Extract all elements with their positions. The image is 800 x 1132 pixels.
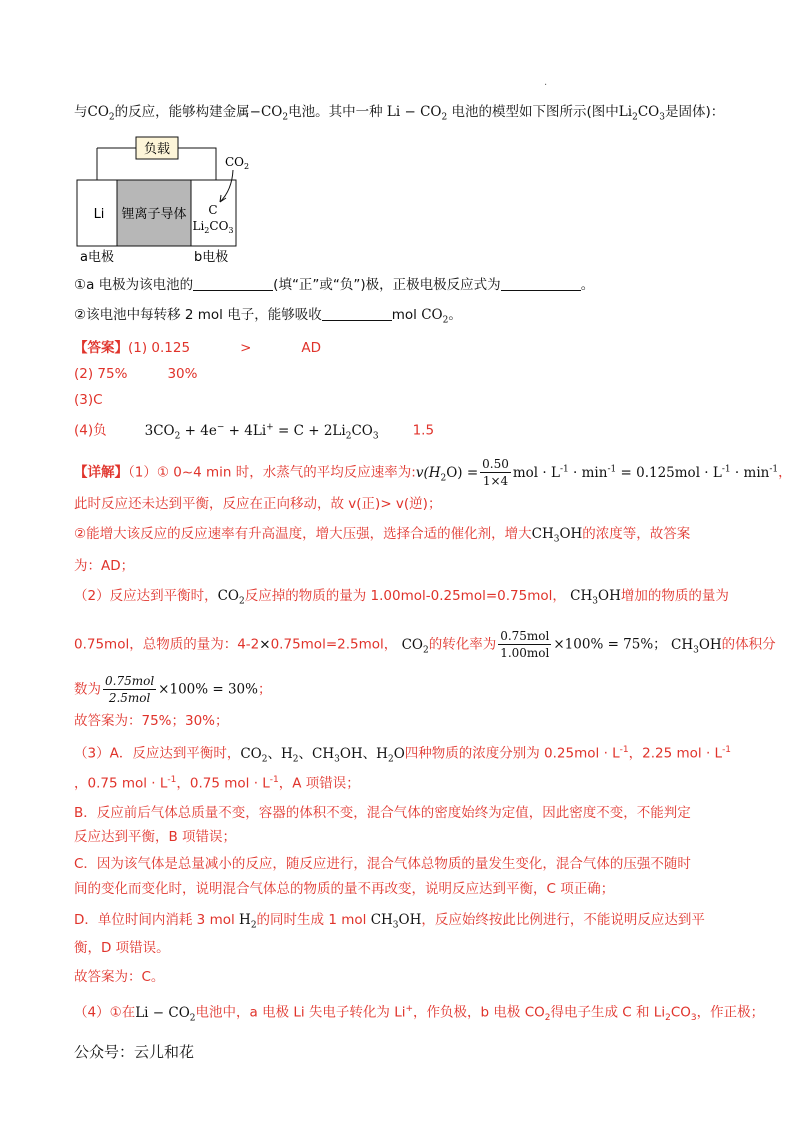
blank-1[interactable] — [193, 277, 273, 291]
detail-line-9: （3）A．反应达到平衡时，$CO_2$、$H_2$、$CH_3OH$、$H_2O$四种物质的浓度分别为 $0.25mol \cdot L^{-1}$，2.25 mol · $L^{-1}$ — [74, 745, 732, 765]
top-dot: · — [544, 80, 548, 91]
detail-line-17: 故答案为：C。 — [74, 969, 165, 985]
answer-2: (2) 75% 30% — [74, 366, 198, 382]
b-electrode-label: b电极 — [194, 250, 229, 265]
detail-line-12: 反应达到平衡，B 项错误； — [74, 829, 237, 845]
answer-3: (3)C — [74, 392, 103, 408]
detail-line-18: （4）①在$Li - CO_2$电池中，a 电极 Li 失电子转化为 Li+，作负极，b 电极 $CO_2$得电子生成 C 和 $Li_2CO_3$，作正极； — [74, 1004, 765, 1024]
detail-line-5: （2）反应达到平衡时，$CO_2$反应掉的物质的量为 1.00mol-0.25mol=0.75mol， $CH_3OH$增加的物质的量为 — [74, 588, 729, 607]
footer-text: 公众号：云儿和花 — [74, 1043, 195, 1061]
load-label: 负载 — [143, 142, 171, 157]
detail-line-10: ，0.75 mol · $L^{-1}$，0.75 mol · $L^{-1}$，A 项错误； — [74, 775, 360, 792]
detail-line-14: 间的变化而变化时，说明混合气体总的物质的量不再改变，说明反应达到平衡，C 项正确； — [74, 881, 615, 897]
detail-line-3: ②能增大该反应的反应速率有升高温度，增大压强，选择合适的催化剂，增大$CH_3OH$的浓度等，故答案 — [74, 526, 691, 545]
li-label: Li — [93, 207, 105, 222]
c-label: C — [208, 203, 218, 217]
co2-label: $CO_2$ — [225, 155, 250, 171]
detail-line-11: B．反应前后气体总质量不变，容器的体积不变，混合气体的密度始终为定值，因此密度不变，不能判定 — [74, 805, 691, 821]
answer-1: 【答案】(1) 0.125 > AD — [74, 340, 322, 356]
li2co3-label: $Li_2CO_3$ — [192, 219, 234, 235]
detail-line-7: 数为 $\frac{\text{0.75mol}}{\text{2.5mol}}$ ×100% = 30%； — [74, 674, 272, 705]
question-2: ②该电池中每转移 2 mol 电子，能够吸收 mol $CO_2$。 — [74, 307, 462, 326]
question-1: ①a 电极为该电池的 (填“正”或“负”)极，正极电极反应式为 。 — [74, 277, 595, 293]
detail-line-1: 【详解】（1）① 0~4 min 时，水蒸气的平均反应速率为$:v(H_2O)$ = $\frac{0.50}{1\times 4}$ mol · $L^{-1} \cdot \min^{-1} = 0.125mol \cdot L^{-1} \cdot \min^{-1}$， — [74, 457, 792, 488]
blank-2[interactable] — [501, 277, 581, 291]
detail-line-15: D．单位时间内消耗 3 mol $H_2$的同时生成 1 mol $CH_3OH$，反应始终按此比例进行，不能说明反应达到平 — [74, 912, 705, 931]
answer-4: (4)负 $3CO_2 + 4e^- + 4Li^+ = C + 2Li_2CO_3$ 1.5 — [74, 422, 435, 442]
blank-3[interactable] — [322, 307, 392, 321]
detail-line-16: 衡，D 项错误。 — [74, 940, 170, 956]
intro-line: 与$CO_2$的反应，能够构建金属$-CO_2$电池。其中一种 $Li - CO_2$ 电池的模型如下图所示(图中$Li_2CO_3$是固体)： — [74, 104, 725, 123]
detail-line-4: 为：AD； — [74, 558, 135, 574]
detail-line-2: 此时反应还未达到平衡，反应在正向移动，故 v(正)> v(逆)； — [74, 496, 442, 512]
detail-line-6: 0.75mol，总物质的量为：4-2×0.75mol=2.5mol， $CO_2$的转化率为 $\frac{\text{0.75mol}}{\text{1.00mol}}$ ×100% = 75%； $CH_3OH$的体积分 — [74, 629, 776, 660]
conductor-label: 锂离子导体 — [121, 207, 187, 222]
detail-line-13: C．因为该气体是总量减小的反应，随反应进行，混合气体总物质的量发生变化，混合气体的压强不随时 — [74, 856, 691, 872]
a-electrode-label: a电极 — [80, 250, 114, 265]
battery-diagram — [70, 132, 250, 267]
detail-line-8: 故答案为：75%；30%； — [74, 713, 229, 729]
